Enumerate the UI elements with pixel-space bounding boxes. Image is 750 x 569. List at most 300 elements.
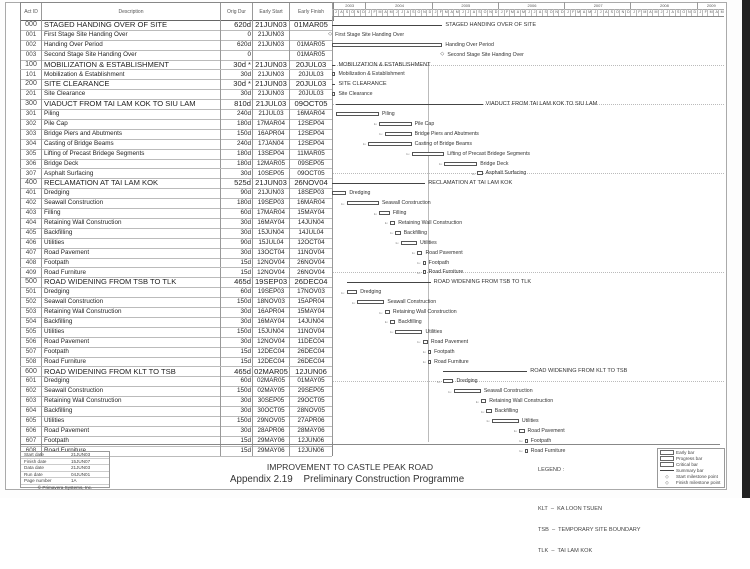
month-label: A	[536, 9, 543, 16]
early-bar[interactable]	[423, 340, 428, 344]
early-bar[interactable]	[395, 330, 422, 334]
early-bar[interactable]	[428, 360, 431, 364]
gantt-bar-label: Seawall Construction	[381, 200, 431, 207]
early-finish: 09OCT05	[289, 99, 333, 109]
original-duration: 30d	[220, 317, 252, 327]
progress-bar-swatch	[660, 456, 674, 461]
activity-id: 400	[20, 178, 41, 188]
month-label: A	[514, 9, 520, 16]
original-duration: 30d	[220, 337, 252, 347]
activity-description: Bridge Piers and Abutments	[41, 129, 220, 139]
original-duration: 30d	[220, 169, 252, 179]
month-label: J	[332, 9, 339, 16]
activity-id: 503	[20, 307, 41, 317]
run-info-label: Data date	[24, 465, 44, 471]
activity-description: Handing Over Period	[41, 40, 220, 50]
project-title: IMPROVEMENT TO CASTLE PEAK ROAD	[266, 462, 434, 472]
early-bar[interactable]	[443, 379, 454, 383]
month-label: D	[558, 9, 565, 16]
early-finish: 11NOV04	[289, 327, 333, 337]
year-label: 2009	[697, 2, 725, 9]
run-info-row	[21, 452, 109, 459]
early-bar[interactable]	[379, 122, 411, 126]
gantt-bar-label: Seawall Construction	[483, 388, 533, 395]
predecessor-link-icon: ▻	[385, 220, 389, 226]
month-label: S	[675, 9, 681, 16]
early-finish: 16MAR04	[289, 198, 333, 208]
original-duration: 30d	[220, 89, 252, 99]
original-duration: 150d	[220, 129, 252, 139]
abbrev-tlk: TLK – TAI LAM KOK	[538, 548, 593, 554]
month-label: D	[625, 9, 632, 16]
early-bar[interactable]	[385, 132, 412, 136]
early-bar[interactable]	[519, 429, 524, 433]
activity-description: Utilities	[41, 416, 220, 426]
early-start: 13SEP04	[252, 149, 289, 159]
month-label: A	[404, 9, 411, 16]
activity-id: 404	[20, 218, 41, 228]
activity-description: Utilities	[41, 238, 220, 248]
original-duration: 810d	[220, 99, 252, 109]
original-duration: 180d	[220, 159, 252, 169]
gantt-bar-label: Road Pavement	[430, 338, 469, 345]
activity-id: 409	[20, 268, 41, 278]
early-bar[interactable]	[525, 439, 528, 443]
early-bar[interactable]	[390, 320, 395, 324]
gantt-bar-label: Footpath	[428, 259, 450, 266]
activity-description: SITE CLEARANCE	[41, 79, 220, 89]
early-bar[interactable]	[390, 221, 395, 225]
scan-edge	[742, 0, 750, 498]
legend-heading: LEGEND :	[538, 467, 565, 473]
early-bar[interactable]	[412, 152, 444, 156]
month-label: D	[426, 9, 433, 16]
activity-id: 300	[20, 99, 41, 109]
early-start: 15JUL04	[252, 238, 289, 248]
early-start: 21JUL03	[252, 109, 289, 119]
early-finish: 17NOV03	[289, 287, 333, 297]
gantt-bar-label: SITE CLEARANCE	[338, 81, 387, 88]
gantt-bar-label: VIADUCT FROM TAI LAM KOK TO SIU LAM	[485, 101, 598, 108]
run-info-row	[21, 472, 109, 479]
early-start: 19SEP03	[252, 277, 289, 287]
predecessor-link-icon: ▻	[352, 299, 356, 305]
activity-id: 604	[20, 406, 41, 416]
early-bar[interactable]	[486, 409, 491, 413]
activity-id: 200	[20, 79, 41, 89]
run-info-label: Page number	[24, 478, 52, 484]
month-label: J	[498, 9, 505, 16]
gantt-bar-label: Utilities	[420, 239, 437, 246]
activity-description: Road Furniture	[41, 268, 220, 278]
early-bar[interactable]	[332, 191, 346, 195]
gantt-bar-label: Footpath	[434, 348, 455, 355]
early-finish: 12OCT04	[289, 238, 333, 248]
month-label: A	[338, 9, 345, 16]
early-start: 02MAR05	[252, 376, 289, 386]
activity-description: Seawall Construction	[41, 198, 220, 208]
early-start: 29MAY06	[252, 446, 289, 456]
activity-description: Footpath	[41, 347, 220, 357]
run-info-row	[21, 465, 109, 472]
activity-description: Road Furniture	[41, 446, 220, 456]
activity-description: Site Clearance	[41, 89, 220, 99]
gantt-bar-label: Retaining Wall Construction	[398, 219, 463, 226]
start-milestone-icon: ◇	[665, 474, 669, 479]
activity-description: Backfilling	[41, 406, 220, 416]
month-label: A	[603, 9, 610, 16]
early-start: 16APR04	[252, 129, 289, 139]
original-duration: 15d	[220, 446, 252, 456]
activity-id: 500	[20, 277, 41, 287]
early-start: 16APR04	[252, 307, 289, 317]
activity-description: Road Pavement	[41, 248, 220, 258]
predecessor-link-icon: ▻	[379, 131, 383, 137]
early-bar[interactable]	[368, 142, 411, 146]
table-header	[20, 2, 334, 21]
activity-id: 201	[20, 89, 41, 99]
original-duration: 30d	[220, 70, 252, 80]
month-label: M	[453, 9, 460, 16]
month-label: N	[619, 9, 625, 16]
month-label: A	[580, 9, 586, 16]
early-finish: 26NOV04	[289, 268, 333, 278]
activity-id: 402	[20, 198, 41, 208]
early-finish	[289, 30, 333, 40]
early-finish: 11MAR05	[289, 149, 333, 159]
gantt-bar-label: Backfilling	[403, 229, 428, 236]
early-bar[interactable]	[417, 251, 422, 255]
early-bar[interactable]	[481, 399, 486, 403]
activity-description: Piling	[41, 109, 220, 119]
month-label: M	[509, 9, 516, 16]
early-finish: 09SEP05	[289, 159, 333, 169]
early-bar[interactable]	[357, 300, 384, 304]
gantt-bar-label: Dredging	[349, 190, 371, 197]
predecessor-link-icon: ▻	[472, 170, 476, 176]
early-bar[interactable]	[332, 92, 335, 96]
early-bar[interactable]	[423, 261, 426, 265]
gantt-bar-label: Casting of Bridge Beams	[414, 140, 472, 147]
early-bar[interactable]	[454, 389, 481, 393]
run-info-label: Finish date	[24, 458, 47, 464]
early-finish: 15MAY04	[289, 307, 333, 317]
early-finish: 14JUN04	[289, 317, 333, 327]
legend-finish-milestone: ◇ Finish milestone point	[660, 480, 720, 485]
activity-id: 302	[20, 119, 41, 129]
activity-description: Asphalt Surfacing	[41, 169, 220, 179]
early-start: 17MAR04	[252, 208, 289, 218]
month-label: J	[459, 9, 465, 16]
early-bar[interactable]	[395, 231, 400, 235]
activity-id: 307	[20, 169, 41, 179]
original-duration: 0	[220, 30, 252, 40]
header-orig-dur: Orig Dur	[221, 3, 253, 20]
gantt-bar-label: Dredging	[456, 378, 478, 385]
activity-id: 403	[20, 208, 41, 218]
predecessor-link-icon: ▻	[437, 378, 441, 384]
month-label: M	[520, 9, 527, 16]
activity-id: 506	[20, 337, 41, 347]
early-start: 21JUN03	[252, 70, 289, 80]
early-start: 29MAY06	[252, 436, 289, 446]
early-finish: 11DEC04	[289, 337, 333, 347]
month-label: S	[542, 9, 548, 16]
early-bar[interactable]	[332, 43, 442, 47]
month-label: F	[636, 9, 642, 16]
legend-progress-bar: Progress bar	[660, 456, 702, 461]
run-info-value: 15JUN07	[71, 458, 91, 464]
gantt-bar-label: Utilities	[521, 417, 539, 424]
early-bar[interactable]	[401, 241, 417, 245]
header-description: Description	[42, 3, 221, 20]
activity-id: 002	[20, 40, 41, 50]
activity-description: Backfilling	[41, 317, 220, 327]
original-duration: 525d	[220, 178, 252, 188]
early-bar-swatch	[660, 450, 674, 455]
predecessor-link-icon: ▻	[379, 309, 383, 315]
predecessor-link-icon: ▻	[363, 141, 367, 147]
activity-id: 507	[20, 347, 41, 357]
activity-description: Seawall Construction	[41, 386, 220, 396]
gantt-bar-label: Filling	[392, 210, 407, 217]
month-label: M	[387, 9, 394, 16]
early-finish: 09OCT05	[289, 169, 333, 179]
original-duration: 15d	[220, 268, 252, 278]
activity-id: 407	[20, 248, 41, 258]
activity-id: 603	[20, 396, 41, 406]
gantt-bar-label: Site Clearance	[338, 91, 373, 98]
month-label: M	[586, 9, 593, 16]
activity-id: 003	[20, 50, 41, 60]
activity-description: Dredging	[41, 287, 220, 297]
early-start: 30SEP05	[252, 396, 289, 406]
summary-bar-swatch	[660, 470, 674, 471]
early-finish: 12JUN06	[289, 367, 333, 377]
month-label: D	[492, 9, 499, 16]
original-duration: 180d	[220, 198, 252, 208]
predecessor-link-icon: ▻	[514, 428, 518, 434]
original-duration: 30d	[220, 218, 252, 228]
early-finish: 26DEC04	[289, 357, 333, 367]
original-duration: 150d	[220, 327, 252, 337]
early-bar[interactable]	[444, 162, 477, 166]
activity-id: 605	[20, 416, 41, 426]
month-label: M	[641, 9, 648, 16]
activity-id: 504	[20, 317, 41, 327]
original-duration: 30d	[220, 426, 252, 436]
original-duration: 15d	[220, 258, 252, 268]
activity-id: 602	[20, 386, 41, 396]
year-label: 2006	[498, 2, 565, 9]
month-label: J	[630, 9, 637, 16]
project-subtitle: Appendix 2.19 Preliminary Construction Programme	[230, 474, 465, 485]
month-label: J	[393, 9, 399, 16]
original-duration: 60d	[220, 208, 252, 218]
original-duration: 0	[220, 50, 252, 60]
activity-id: 601	[20, 376, 41, 386]
early-start: 12NOV04	[252, 337, 289, 347]
gantt-bar-label: Road Pavement	[527, 427, 565, 434]
activity-id: 405	[20, 228, 41, 238]
early-bar[interactable]	[492, 419, 519, 423]
activity-description: ROAD WIDENING FROM TSB TO TLK	[41, 277, 220, 287]
month-label: N	[421, 9, 427, 16]
early-finish: 20JUL03	[289, 89, 333, 99]
gantt-bar-label: ROAD WIDENING FROM KLT TO TSB	[530, 368, 628, 375]
early-finish: 28MAY06	[289, 426, 333, 436]
gantt-bar-label: Lifting of Precast Bridege Segments	[447, 150, 530, 157]
year-label: 2003	[332, 2, 366, 9]
gantt-bar-label: Road Furniture	[530, 447, 566, 454]
month-label: M	[718, 9, 725, 16]
early-start: 21JUN03	[252, 60, 289, 70]
month-label: J	[658, 9, 664, 16]
early-finish: 01MAR05	[289, 50, 333, 60]
month-label: J	[525, 9, 531, 16]
legend-early-bar: Early bar	[660, 450, 694, 455]
legend-start-milestone: ◇ Start milestone point	[660, 474, 718, 479]
month-label: O	[680, 9, 687, 16]
summary-bar	[443, 371, 528, 372]
month-label: N	[686, 9, 692, 16]
early-start: 12DEC04	[252, 347, 289, 357]
year-label: 2005	[432, 2, 499, 9]
activity-description: Seawall Construction	[41, 297, 220, 307]
month-label: J	[591, 9, 597, 16]
early-bar[interactable]	[332, 72, 335, 76]
early-bar[interactable]	[477, 171, 482, 175]
run-info-row	[21, 459, 109, 466]
activity-description: Retaining Wall Construction	[41, 218, 220, 228]
month-label: A	[713, 9, 719, 16]
gantt-bar-label: Second Stage Site Handing Over	[447, 51, 524, 58]
predecessor-link-icon: ▻	[423, 359, 427, 365]
month-label: M	[442, 9, 449, 16]
gantt-bar-label: Utilities	[425, 328, 443, 335]
activity-id: 301	[20, 109, 41, 119]
month-label: J	[564, 9, 571, 16]
month-label: M	[376, 9, 383, 16]
activity-description: Second Stage Site Handing Over	[41, 50, 220, 60]
month-label: S	[608, 9, 614, 16]
predecessor-link-icon: ▻	[481, 408, 485, 414]
early-finish: 01MAR05	[289, 20, 333, 30]
early-bar[interactable]	[428, 350, 431, 354]
activity-id: 401	[20, 188, 41, 198]
early-bar[interactable]	[347, 290, 358, 294]
original-duration: 465d	[220, 367, 252, 377]
original-duration: 15d	[220, 436, 252, 446]
activity-description: Road Pavement	[41, 337, 220, 347]
original-duration: 150d	[220, 386, 252, 396]
activity-id: 101	[20, 70, 41, 80]
gantt-bar-label: Footpath	[530, 437, 552, 444]
month-label: N	[553, 9, 559, 16]
gantt-bar-label: Road Furniture	[428, 269, 464, 276]
early-start: 10SEP05	[252, 169, 289, 179]
gantt-bar-label: Road Furniture	[434, 358, 469, 365]
gantt-bar-label: First Stage Site Handing Over	[335, 31, 405, 38]
early-start: 12MAR05	[252, 159, 289, 169]
month-label: F	[570, 9, 576, 16]
timeline-months	[332, 9, 724, 17]
gantt-bar-label: Mobilization & Establishment	[338, 71, 405, 78]
activity-description: STAGED HANDING OVER OF SITE	[41, 20, 220, 30]
month-label: O	[349, 9, 356, 16]
activity-id: 406	[20, 238, 41, 248]
activity-id: 000	[20, 20, 41, 30]
summary-bar	[332, 25, 442, 26]
activity-id: 100	[20, 60, 41, 70]
run-info-value: 21JUN03	[71, 452, 91, 457]
early-bar[interactable]	[347, 201, 379, 205]
activity-description: Dredging	[41, 376, 220, 386]
predecessor-link-icon: ▻	[423, 349, 427, 355]
activity-description: Bridge Deck	[41, 159, 220, 169]
original-duration: 30d	[220, 248, 252, 258]
early-finish: 20JUL03	[289, 79, 333, 89]
data-date-line	[332, 16, 333, 442]
activity-id: 608	[20, 446, 41, 456]
run-info-label: Run date	[24, 471, 43, 477]
month-label: F	[371, 9, 377, 16]
year-label: 2007	[564, 2, 631, 9]
early-bar[interactable]	[423, 270, 426, 274]
original-duration: 30d	[220, 307, 252, 317]
month-label: J	[697, 9, 704, 16]
predecessor-link-icon: ▻	[341, 200, 345, 206]
early-finish: 29SEP05	[289, 386, 333, 396]
predecessor-link-icon: ▻	[417, 260, 421, 266]
month-label: J	[365, 9, 372, 16]
early-bar[interactable]	[385, 310, 390, 314]
early-start: 12DEC04	[252, 357, 289, 367]
early-start: 02MAR05	[252, 367, 289, 377]
month-label: O	[614, 9, 621, 16]
month-label: A	[669, 9, 676, 16]
month-label: D	[691, 9, 698, 16]
summary-bar	[332, 65, 335, 66]
month-label: F	[702, 9, 708, 16]
finish-milestone-icon: ◇	[665, 480, 669, 485]
early-finish: 20JUL03	[289, 70, 333, 80]
gantt-bar-label: MOBILIZATION & ESTABLISHMENT	[338, 61, 431, 68]
gantt-bar-label: Backfilling	[494, 408, 519, 415]
early-bar[interactable]	[336, 112, 379, 116]
month-label: J	[663, 9, 670, 16]
predecessor-link-icon: ▻	[341, 289, 345, 295]
gantt-bar-label: Retaining Wall Construction	[392, 309, 457, 316]
year-label: 2008	[630, 2, 697, 9]
activity-id: 508	[20, 357, 41, 367]
activity-description: VIADUCT FROM TAI LAM KOK TO SIU LAM	[41, 99, 220, 109]
original-duration: 180d	[220, 149, 252, 159]
month-label: S	[343, 9, 349, 16]
predecessor-link-icon: ▻	[519, 448, 523, 454]
activity-description: Casting of Bridge Beams	[41, 139, 220, 149]
early-start: 12NOV04	[252, 268, 289, 278]
early-start: 21JUN03	[252, 79, 289, 89]
predecessor-link-icon: ▻	[390, 230, 394, 236]
activity-description: Backfilling	[41, 228, 220, 238]
month-label: O	[415, 9, 422, 16]
original-duration: 30d *	[220, 60, 252, 70]
month-label: S	[476, 9, 482, 16]
activity-id: 303	[20, 129, 41, 139]
early-bar[interactable]	[379, 211, 390, 215]
activity-description: Road Pavement	[41, 426, 220, 436]
